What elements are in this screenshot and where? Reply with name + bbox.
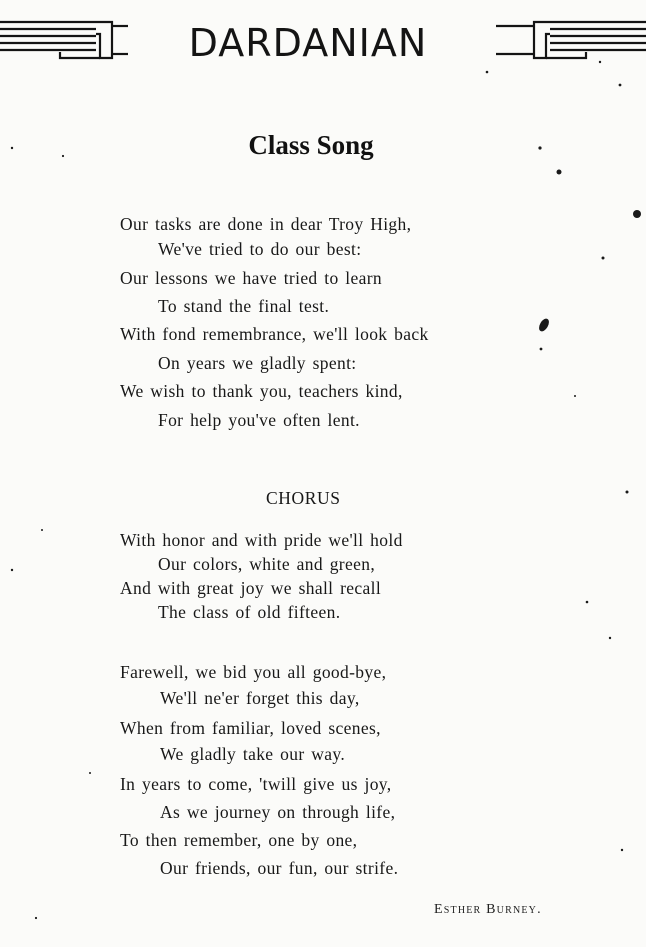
- verse2-line-2: We'll ne'er forget this day,: [160, 688, 360, 708]
- chorus-line-3: And with great joy we shall recall: [120, 578, 382, 598]
- verse2-line-7: To then remember, one by one,: [120, 830, 358, 850]
- chorus-heading: CHORUS: [266, 488, 341, 508]
- verse1-line-6: On years we gladly spent:: [158, 353, 357, 373]
- chorus-line-1: With honor and with pride we'll hold: [120, 530, 403, 550]
- verse1-line-2: We've tried to do our best:: [158, 239, 362, 259]
- author-signature: Esther Burney.: [434, 902, 542, 917]
- verse2-line-6: As we journey on through life,: [160, 802, 396, 822]
- verse2-line-1: Farewell, we bid you all good-bye,: [120, 662, 387, 682]
- verse2-line-8: Our friends, our fun, our strife.: [160, 858, 399, 878]
- masthead-title: DARDANIAN: [188, 21, 428, 65]
- verse1-line-8: For help you've often lent.: [158, 410, 360, 430]
- verse1-line-5: With fond remembrance, we'll look back: [120, 324, 429, 344]
- verse2-line-4: We gladly take our way.: [160, 744, 346, 764]
- chorus-line-2: Our colors, white and green,: [158, 554, 376, 574]
- verse2-line-3: When from familiar, loved scenes,: [120, 718, 381, 738]
- verse2-line-5: In years to come, 'twill give us joy,: [120, 774, 392, 794]
- poem-title: Class Song: [248, 130, 374, 160]
- verse1-line-4: To stand the final test.: [158, 296, 330, 316]
- verse1-line-1: Our tasks are done in dear Troy High,: [120, 214, 412, 234]
- verse1-line-7: We wish to thank you, teachers kind,: [120, 381, 403, 401]
- chorus-line-4: The class of old fifteen.: [158, 602, 341, 622]
- verse1-line-3: Our lessons we have tried to learn: [120, 268, 383, 288]
